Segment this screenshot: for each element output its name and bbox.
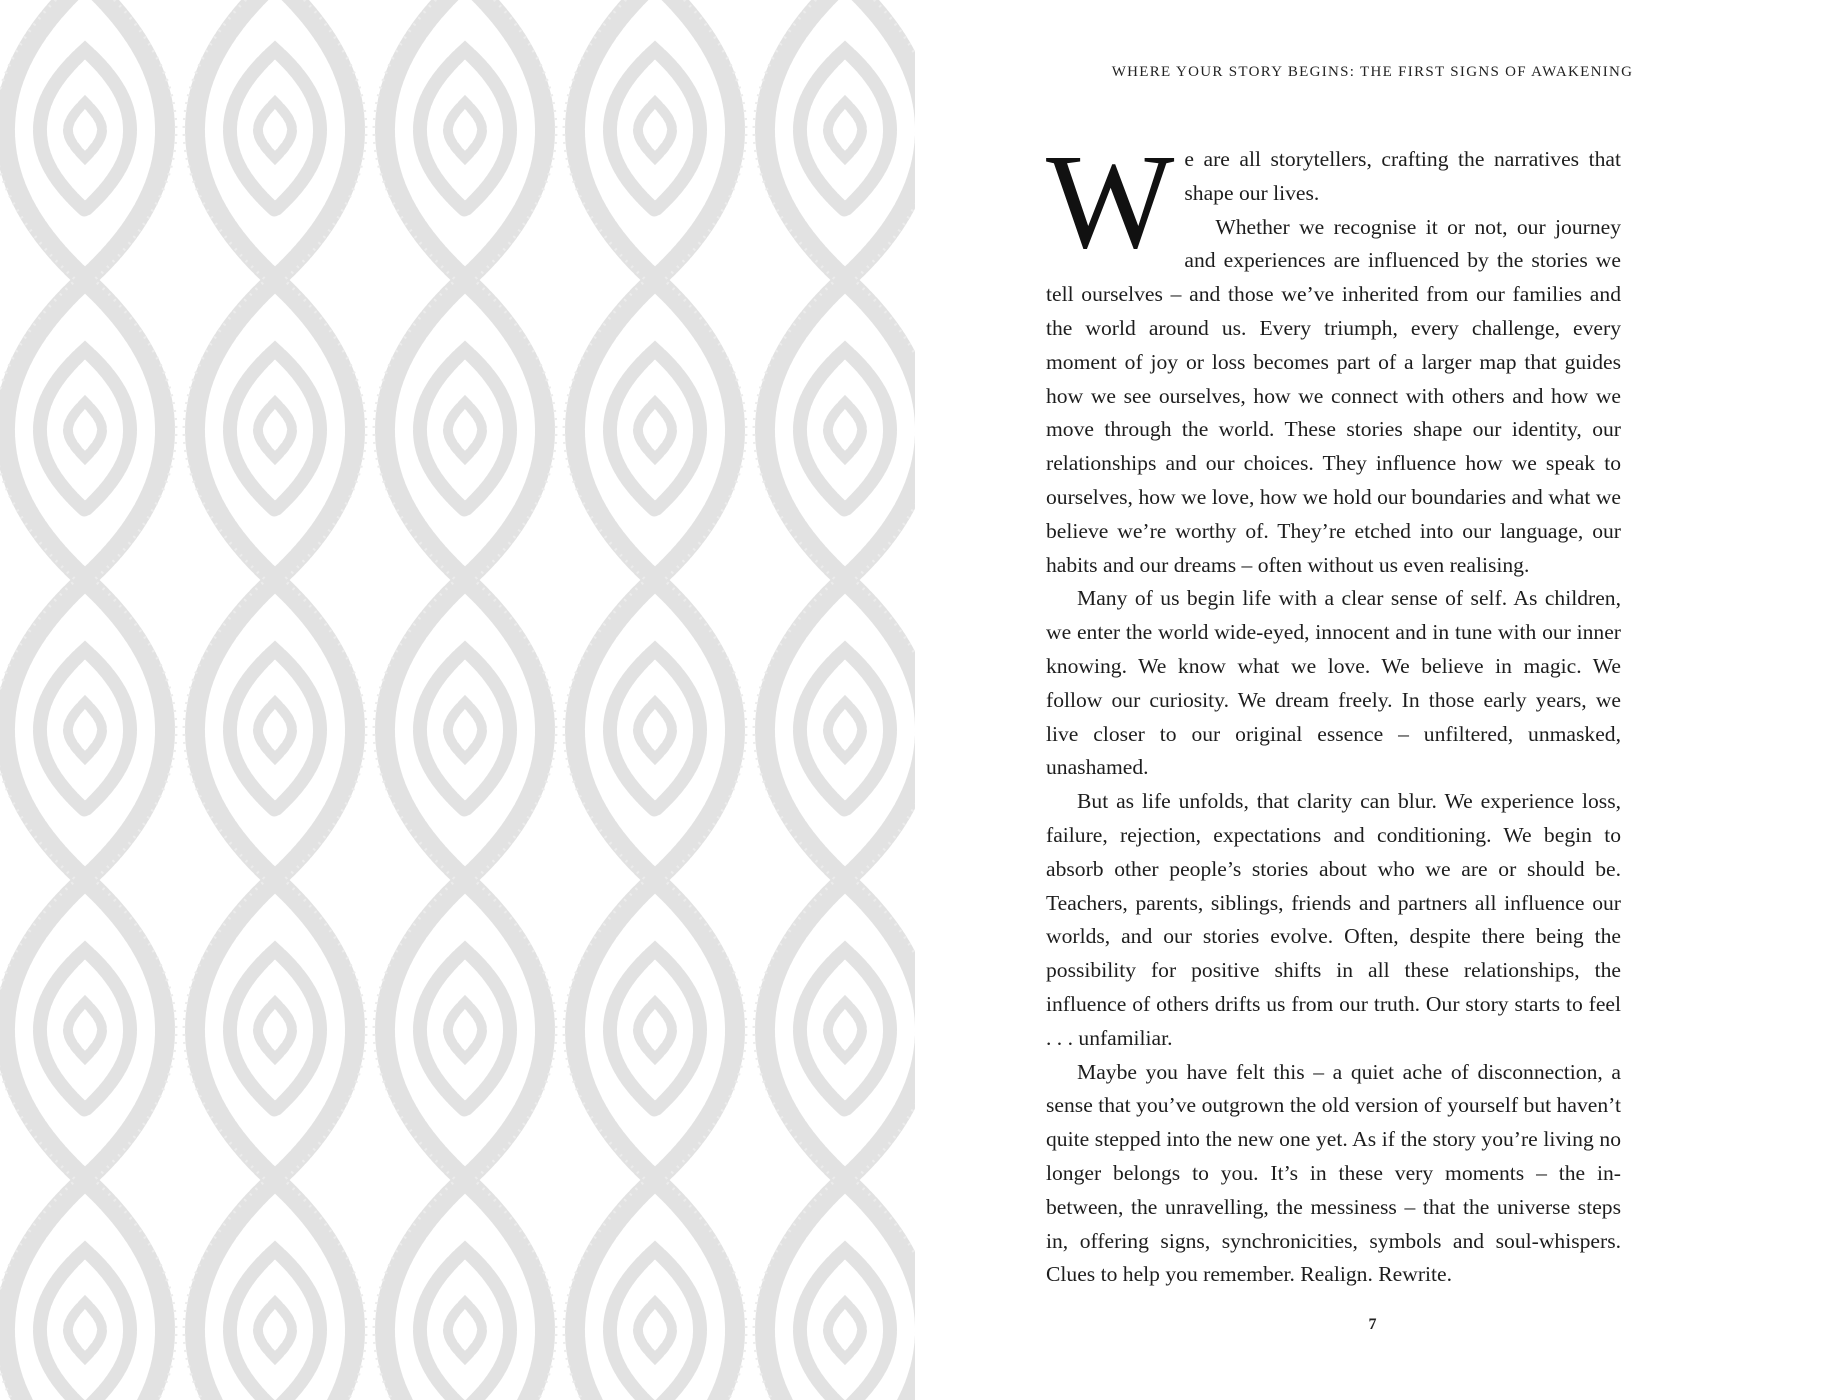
running-head: WHERE YOUR STORY BEGINS: THE FIRST SIGNS OF AWAKENING bbox=[1111, 64, 1634, 80]
paragraph-1-opening: e are all storytellers, crafting the narratives that shape our lives. bbox=[1184, 147, 1621, 205]
body-text bbox=[1046, 127, 1621, 1292]
paragraph-2: Many of us begin life with a clear sense of self. As children, we enter the world wide-eyed, innocent and in tune with our inner knowing. We know what we love. We believe in magic. We follow our curiosity. We dream freely. In those early years, we live closer to our original essence – unfiltered, unmasked, unashamed. bbox=[1046, 586, 1621, 780]
text-page bbox=[915, 0, 1830, 1400]
paragraph-3: But as life unfolds, that clarity can blur. We experience loss, failure, rejection, expectations and conditioning. We begin to absorb other people’s stories about who we are or should be. Teachers, parents, siblings, friends and partners all influence our worlds, and our stories evolve. Often, despite there being the possibility for positive shifts in all these relationships, the influence of others drifts us from our truth. Our story starts to feel . . . unfamiliar. bbox=[1046, 789, 1621, 1050]
paragraph-4: Maybe you have felt this – a quiet ache of disconnection, a sense that you’ve outgrown the old version of yourself but haven’t quite stepped into the new one yet. As if the story you’re living no longer belongs to you. It’s in these very moments – the in-between, the unravelling, the messiness – that the universe steps in, offering signs, synchronicities, symbols and soul-whispers. Clues to help you remember. Realign. Rewrite. bbox=[1046, 1059, 1621, 1287]
page-number: 7 bbox=[1368, 1316, 1377, 1333]
paragraph-1 bbox=[1046, 127, 1621, 277]
drop-cap: W bbox=[1046, 127, 1175, 277]
paragraph-1-continued: Whether we recognise it or not, our journey and experiences are influenced by the stories we tell ourselves – and those we’ve inherited from our families and the world around us. Every triumph, every challenge, every moment of joy or loss becomes part of a larger map that guides how we see ourselves, how we connect with others and how we move through the world. These stories shape our identity, our relationships and our choices. They influence how we speak to ourselves, how we love, how we hold our boundaries and what we believe we’re worthy of. They’re etched into our language, our habits and our dreams – often without us even realising. bbox=[1046, 214, 1621, 577]
